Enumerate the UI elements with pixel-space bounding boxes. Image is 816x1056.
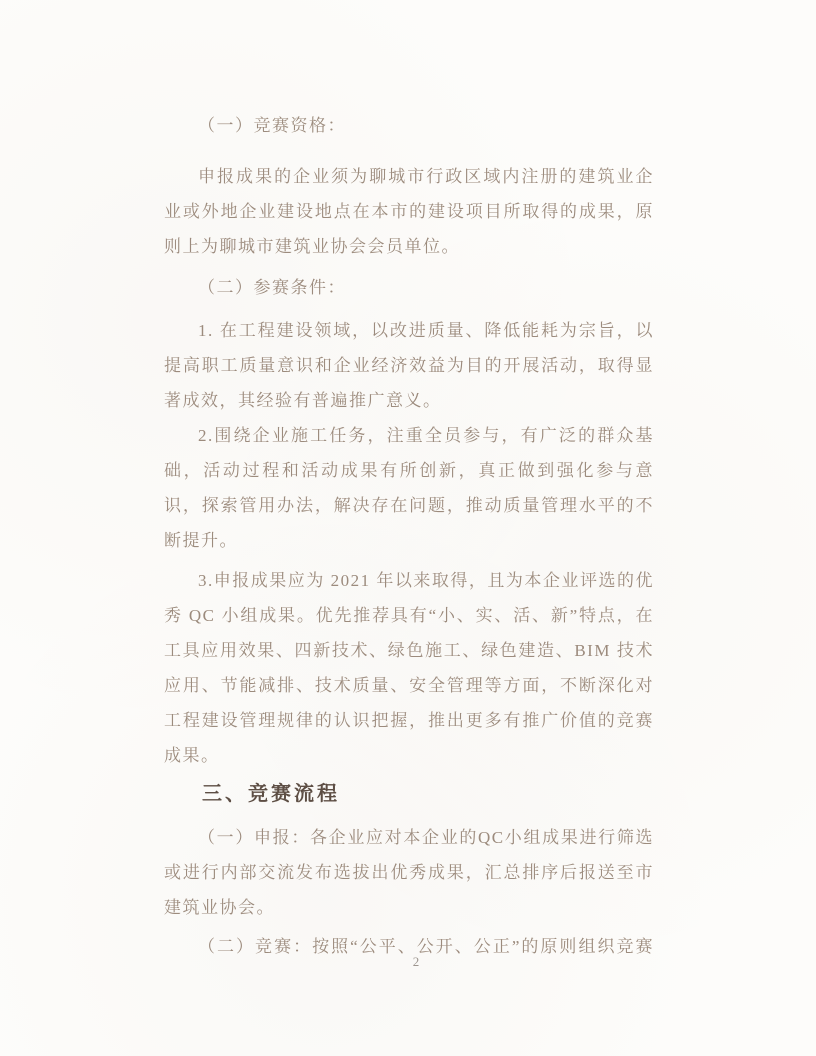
paragraph-process-competition: （二）竞赛：按照“公平、公开、公正”的原则组织竞赛	[198, 937, 654, 956]
paragraph-condition-2: 2.围绕企业施工任务，注重全员参与，有广泛的群众基础，活动过程和活动成果有所创新，真正做到强化参与意识，探索管用办法，解决存在问题，推动质量管理水平的不断提升。	[164, 426, 654, 550]
page-number: 2	[412, 954, 420, 969]
section-heading-competition-process: 三、竞赛流程	[202, 783, 340, 805]
paragraph-condition-3: 3.申报成果应为 2021 年以来取得，且为本企业评选的优秀 QC 小组成果。优先推荐具有“小、实、活、新”特点，在工具应用效果、四新技术、绿色施工、绿色建造、BIM 技术应用、节能减排、技术质量、安全管理等方面，不断深化对工程建设管理规律的认识把握，推出更多有推广价值的竞赛成果。	[164, 571, 654, 765]
document-content	[164, 108, 654, 964]
subheading-competition-qualification: （一）竞赛资格：	[198, 116, 346, 135]
paragraph-process-declaration: （一）申报：各企业应对本企业的QC小组成果进行筛选或进行内部交流发布选拔出优秀成果，汇总排序后报送至市建筑业协会。	[164, 828, 654, 917]
subheading-entry-conditions: （二）参赛条件：	[198, 278, 346, 297]
paragraph-qualification-body: 申报成果的企业须为聊城市行政区域内注册的建筑业企业或外地企业建设地点在本市的建设项目所取得的成果，原则上为聊城市建筑业协会会员单位。	[164, 167, 654, 256]
paragraph-condition-1: 1. 在工程建设领域，以改进质量、降低能耗为宗旨，以提高职工质量意识和企业经济效益为目的开展活动，取得显著成效，其经验有普遍推广意义。	[164, 321, 654, 410]
